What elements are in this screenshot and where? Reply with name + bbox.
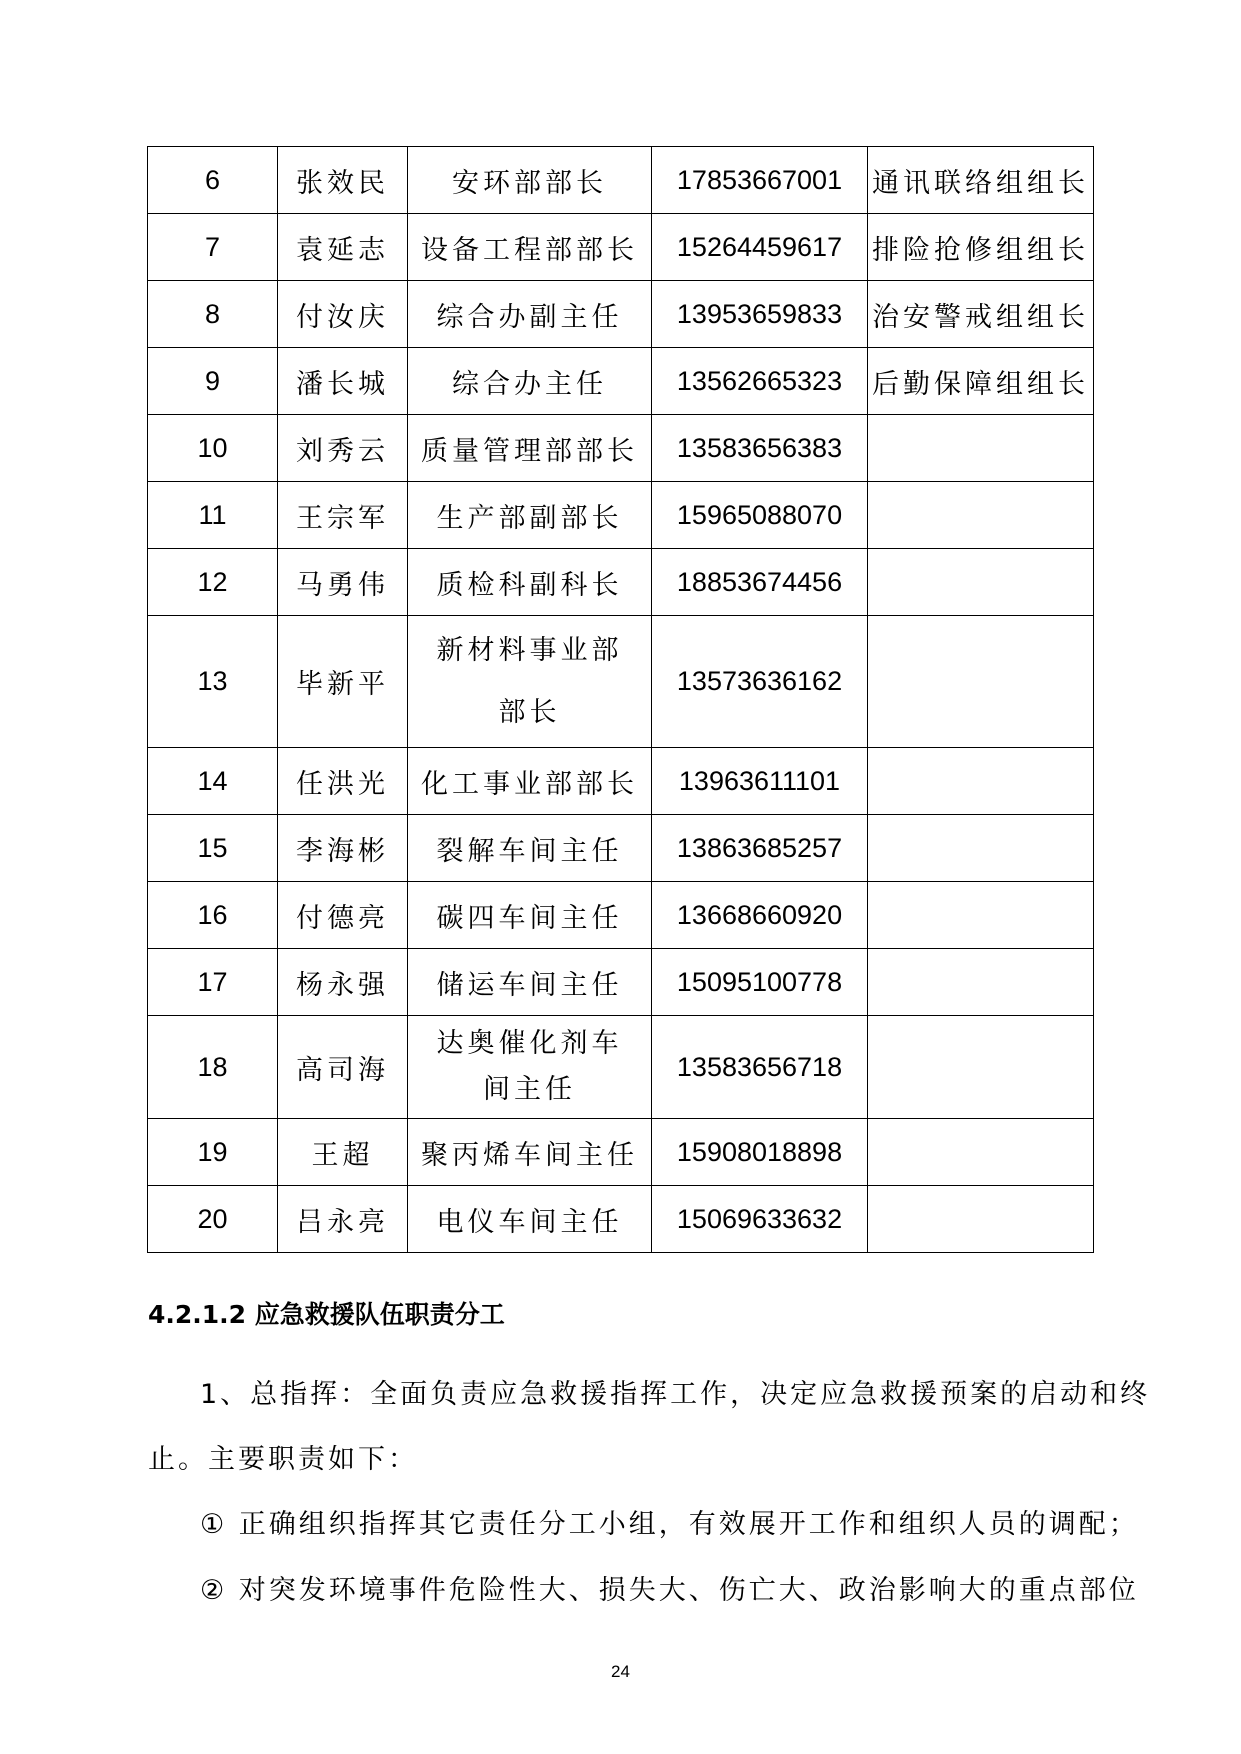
role-cell (868, 415, 1094, 482)
position-cell: 达奥催化剂车间主任 (408, 1016, 652, 1119)
phone-cell: 13668660920 (652, 882, 868, 949)
phone-cell: 17853667001 (652, 147, 868, 214)
name-cell: 王超 (278, 1119, 408, 1186)
table-row (148, 549, 1094, 616)
position-cell: 聚丙烯车间主任 (408, 1119, 652, 1186)
row-number-cell: 9 (148, 348, 278, 415)
row-number-cell: 11 (148, 482, 278, 549)
table-row (148, 1016, 1094, 1119)
name-cell: 张效民 (278, 147, 408, 214)
table-row (148, 949, 1094, 1016)
role-cell (868, 748, 1094, 815)
list-item: ① 正确组织指挥其它责任分工小组，有效展开工作和组织人员的调配； (200, 1509, 1139, 1540)
role-cell: 通讯联络组组长 (868, 147, 1094, 214)
role-cell (868, 949, 1094, 1016)
contact-table (147, 146, 1094, 1253)
name-cell: 杨永强 (278, 949, 408, 1016)
phone-cell: 13583656383 (652, 415, 868, 482)
role-cell: 后勤保障组组长 (868, 348, 1094, 415)
position-cell: 质量管理部部长 (408, 415, 652, 482)
row-number-cell: 12 (148, 549, 278, 616)
row-number-cell: 18 (148, 1016, 278, 1119)
table-row (148, 214, 1094, 281)
paragraph-line: 1、总指挥：全面负责应急救援指挥工作，决定应急救援预案的启动和终 (200, 1379, 1151, 1410)
position-cell: 质检科副科长 (408, 549, 652, 616)
phone-cell: 15908018898 (652, 1119, 868, 1186)
row-number-cell: 14 (148, 748, 278, 815)
table-row (148, 415, 1094, 482)
name-cell: 毕新平 (278, 616, 408, 748)
table-row (148, 1186, 1094, 1253)
phone-cell: 18853674456 (652, 549, 868, 616)
name-cell: 李海彬 (278, 815, 408, 882)
position-cell: 综合办主任 (408, 348, 652, 415)
name-cell: 高司海 (278, 1016, 408, 1119)
table-row (148, 616, 1094, 748)
table-row (148, 147, 1094, 214)
phone-cell: 15264459617 (652, 214, 868, 281)
row-number-cell: 8 (148, 281, 278, 348)
name-cell: 马勇伟 (278, 549, 408, 616)
name-cell: 袁延志 (278, 214, 408, 281)
position-cell: 化工事业部部长 (408, 748, 652, 815)
role-cell (868, 1119, 1094, 1186)
position-cell: 储运车间主任 (408, 949, 652, 1016)
role-cell (868, 549, 1094, 616)
name-cell: 潘长城 (278, 348, 408, 415)
phone-cell: 15095100778 (652, 949, 868, 1016)
phone-cell: 13953659833 (652, 281, 868, 348)
name-cell: 吕永亮 (278, 1186, 408, 1253)
phone-cell: 15069633632 (652, 1186, 868, 1253)
table-row (148, 348, 1094, 415)
table-row (148, 482, 1094, 549)
phone-cell: 13562665323 (652, 348, 868, 415)
position-cell: 碳四车间主任 (408, 882, 652, 949)
name-cell: 任洪光 (278, 748, 408, 815)
name-cell: 王宗军 (278, 482, 408, 549)
phone-cell: 13583656718 (652, 1016, 868, 1119)
row-number-cell: 17 (148, 949, 278, 1016)
table-row (148, 815, 1094, 882)
phone-cell: 13863685257 (652, 815, 868, 882)
role-cell (868, 616, 1094, 748)
role-cell: 治安警戒组组长 (868, 281, 1094, 348)
row-number-cell: 10 (148, 415, 278, 482)
role-cell (868, 815, 1094, 882)
phone-cell: 13963611101 (652, 748, 868, 815)
position-cell: 裂解车间主任 (408, 815, 652, 882)
position-cell: 电仪车间主任 (408, 1186, 652, 1253)
paragraph-line: 止。主要职责如下： (148, 1444, 418, 1475)
role-cell (868, 882, 1094, 949)
role-cell (868, 1016, 1094, 1119)
phone-cell: 15965088070 (652, 482, 868, 549)
row-number-cell: 16 (148, 882, 278, 949)
list-item: ② 对突发环境事件危险性大、损失大、伤亡大、政治影响大的重点部位 (200, 1575, 1139, 1606)
table-row (148, 748, 1094, 815)
table-row (148, 882, 1094, 949)
role-cell: 排险抢修组组长 (868, 214, 1094, 281)
row-number-cell: 13 (148, 616, 278, 748)
role-cell (868, 482, 1094, 549)
table-row (148, 281, 1094, 348)
name-cell: 刘秀云 (278, 415, 408, 482)
position-cell: 综合办副主任 (408, 281, 652, 348)
position-cell: 生产部副部长 (408, 482, 652, 549)
row-number-cell: 19 (148, 1119, 278, 1186)
page-number: 24 (611, 1662, 630, 1681)
row-number-cell: 15 (148, 815, 278, 882)
section-heading: 4.2.1.2 应急救援队伍职责分工 (148, 1300, 505, 1329)
table-row (148, 1119, 1094, 1186)
position-cell: 安环部部长 (408, 147, 652, 214)
position-cell: 新材料事业部部长 (408, 616, 652, 748)
row-number-cell: 7 (148, 214, 278, 281)
name-cell: 付德亮 (278, 882, 408, 949)
role-cell (868, 1186, 1094, 1253)
row-number-cell: 20 (148, 1186, 278, 1253)
row-number-cell: 6 (148, 147, 278, 214)
position-cell: 设备工程部部长 (408, 214, 652, 281)
name-cell: 付汝庆 (278, 281, 408, 348)
phone-cell: 13573636162 (652, 616, 868, 748)
